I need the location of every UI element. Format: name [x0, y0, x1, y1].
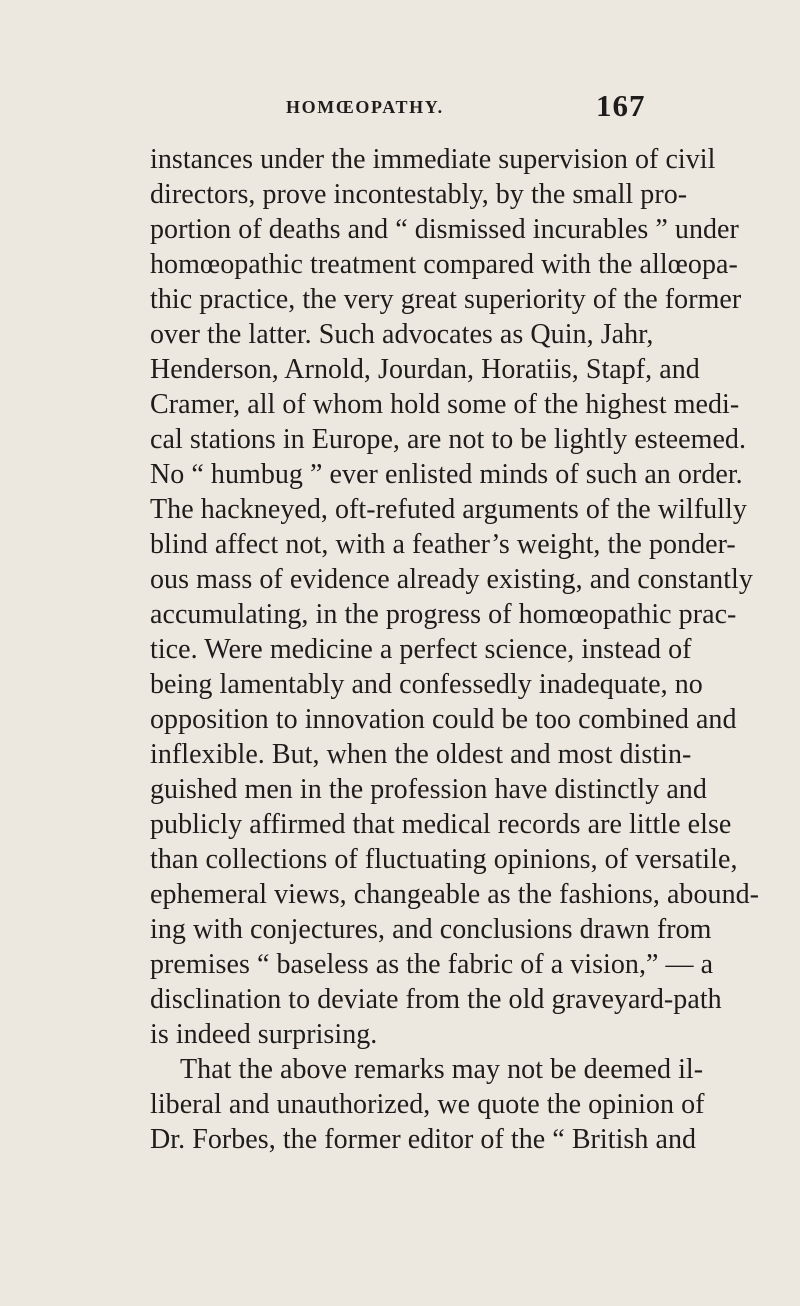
text-line: thic practice, the very great superiority of the former [150, 284, 742, 315]
text-line: inflexible. But, when the oldest and most distin- [150, 739, 692, 770]
text-line: Dr. Forbes, the former editor of the “ British and [150, 1124, 697, 1155]
running-title: HOMŒOPATHY. [286, 97, 444, 117]
text-line: homœopathic treatment compared with the allœopa- [150, 249, 738, 280]
text-line: No “ humbug ” ever enlisted minds of such an order. [150, 459, 743, 490]
text-line: than collections of fluctuating opinions, of versatile, [150, 844, 738, 875]
text-line: cal stations in Europe, are not to be lightly esteemed. [150, 424, 747, 455]
text-line: portion of deaths and “ dismissed incurables ” under [150, 214, 739, 245]
page-number: 167 [596, 88, 646, 123]
body-text [150, 142, 760, 1155]
text-line: disclination to deviate from the old graveyard-path [150, 984, 722, 1015]
text-line: premises “ baseless as the fabric of a vision,” — a [150, 949, 714, 980]
text-line: over the latter. Such advocates as Quin, Jahr, [150, 319, 654, 350]
text-line: liberal and unauthorized, we quote the opinion of [150, 1089, 705, 1120]
text-line: accumulating, in the progress of homœopathic prac- [150, 599, 737, 630]
text-line: Cramer, all of whom hold some of the highest medi- [150, 389, 740, 420]
text-line: ephemeral views, changeable as the fashions, abound- [150, 879, 760, 910]
text-line: is indeed surprising. [150, 1019, 378, 1050]
text-line: being lamentably and confessedly inadequate, no [150, 669, 703, 700]
text-line: ing with conjectures, and conclusions drawn from [150, 914, 712, 945]
paragraph-start-line: That the above remarks may not be deemed il- [180, 1054, 704, 1085]
running-head [286, 88, 716, 124]
text-line: ous mass of evidence already existing, and constantly [150, 564, 753, 595]
text-line: instances under the immediate supervision of civil [150, 144, 716, 175]
text-line: publicly affirmed that medical records are little else [150, 809, 732, 840]
text-line: Henderson, Arnold, Jourdan, Horatiis, Stapf, and [150, 354, 700, 385]
text-line: blind affect not, with a feather’s weight, the ponder- [150, 529, 736, 560]
text-line: guished men in the profession have distinctly and [150, 774, 707, 805]
text-line: directors, prove incontestably, by the small pro- [150, 179, 688, 210]
text-line: opposition to innovation could be too combined and [150, 704, 737, 735]
text-line: The hackneyed, oft-refuted arguments of the wilfully [150, 494, 747, 525]
text-line: tice. Were medicine a perfect science, instead of [150, 634, 692, 665]
